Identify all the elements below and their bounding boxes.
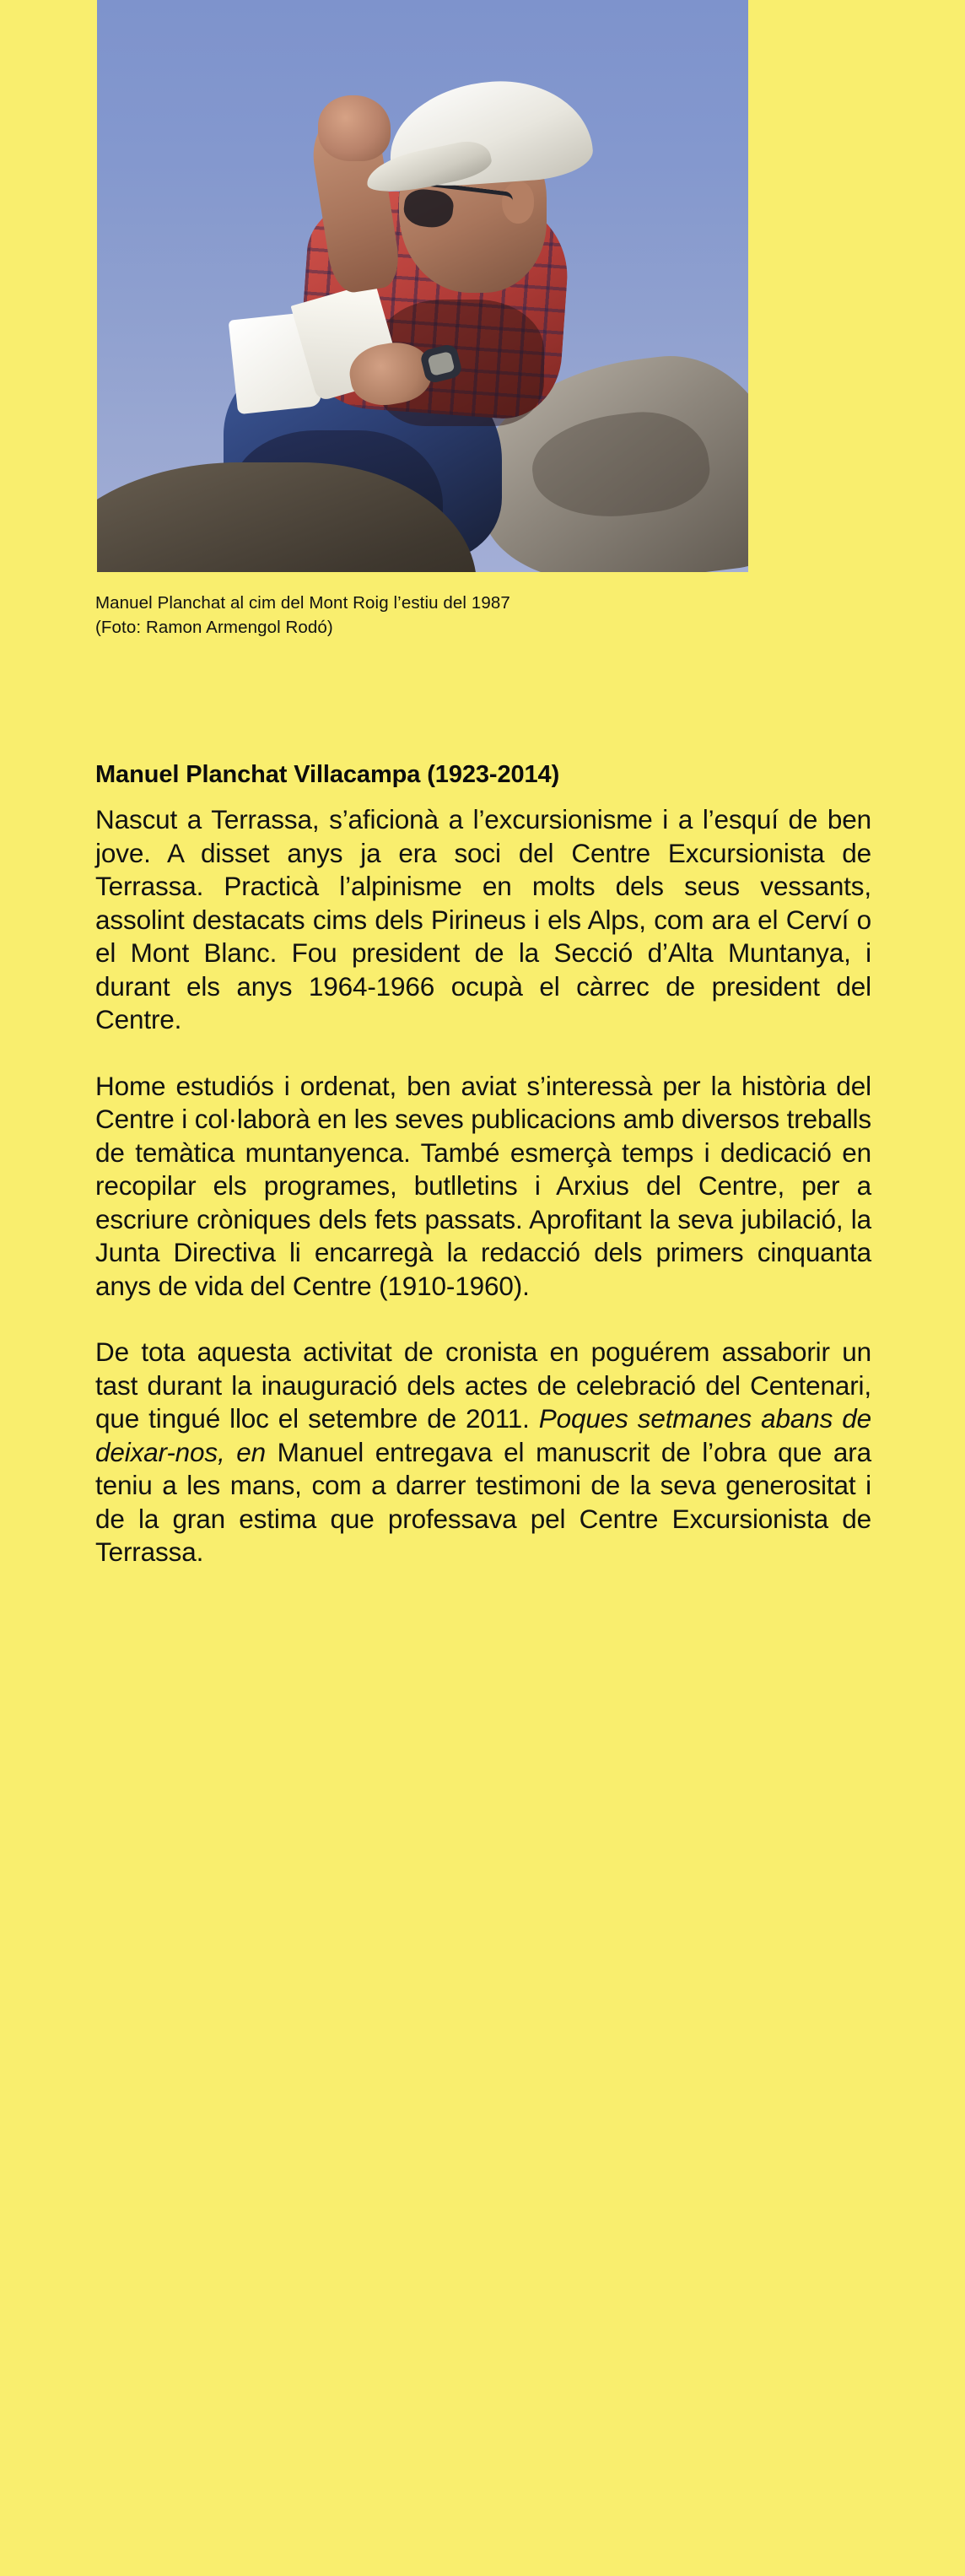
paragraph-2: Home estudiós i ordenat, ben aviat s’interessà per la història del Centre i col·laborà en les seves publicacions amb diversos treballs de temàtica muntanyenca. També esmerçà temps i dedicació en recopilar els programes, butlletins i Arxius del Centre, per a escriure cròniques dels fets passats. Aprofitant la seva jubilació, la Junta Directiva li encarregà la redacció dels primers cinquanta anys de vida del Centre (1910-1960). — [95, 1070, 871, 1301]
photograph-block — [97, 0, 748, 572]
page-title: Manuel Planchat Villacampa (1923-2014) — [95, 761, 560, 788]
fist — [318, 95, 391, 161]
paragraph-3-emphasis: Poques setmanes abans de deixar-nos, en — [95, 1403, 871, 1467]
photograph — [97, 0, 748, 572]
article-body — [95, 759, 871, 1569]
paragraph-3 — [95, 1336, 871, 1569]
caption-line-1: Manuel Planchat al cim del Mont Roig l’estiu del 1987 — [95, 593, 510, 613]
caption-line-2: (Foto: Ramon Armengol Rodó) — [95, 618, 333, 637]
paragraph-1: Nascut a Terrassa, s’aficionà a l’excursionisme i a l’esquí de ben jove. A disset anys ja era soci del Centre Excursionista de Terrassa. Practicà l’alpinisme en molts dels seus vessants, assolint destacats cims dels Pirineus i els Alps, com ara el Cerví o el Mont Blanc. Fou president de la Secció d’Alta Muntanya, i durant els anys 1964-1966 ocupà el càrrec de president del Centre. — [95, 804, 871, 1034]
photo-caption — [95, 591, 770, 640]
paragraph-3-tail: Manuel entregava el manuscrit de l’obra que ara teniu a les mans, com a darrer testimoni de la seva generositat i de la gran estima que professava pel Centre Excursionista de Terrassa. — [95, 1436, 871, 1567]
paragraph-3-lead: De tota aquesta activitat de cronista en poguérem assaborir un tast durant la inauguració dels actes de celebració del Centenari, que tingué lloc el setembre de 2011. — [95, 1337, 871, 1434]
